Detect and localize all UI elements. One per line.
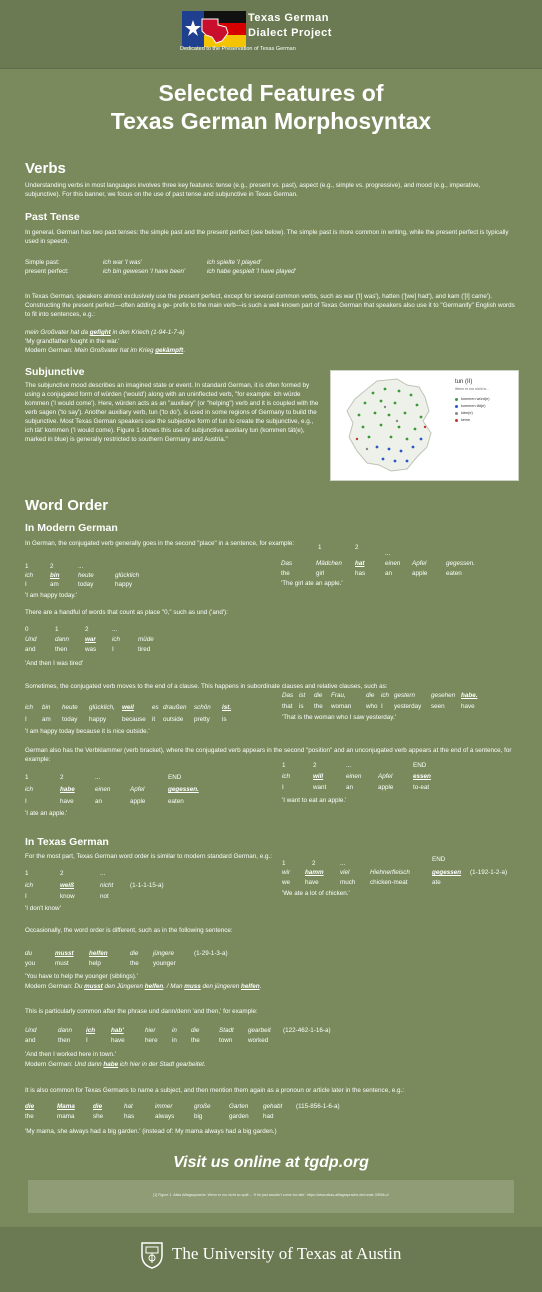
ex-en-word: has [355,570,366,577]
ex-de-word: Und [25,1027,37,1034]
ex-en-word: apple [378,784,394,791]
ex-de-word: heute [78,572,94,579]
ex-en-word: I [112,646,114,653]
ex-en-word: worked [248,1037,269,1044]
ex-de-word: Das [281,560,293,567]
ex-num: ... [346,762,352,769]
word-order-heading: Word Order [25,497,109,514]
legend-dot-icon [455,419,458,422]
header-banner [0,0,542,69]
visit-link[interactable]: Visit us online at tgdp.org [173,1154,369,1171]
ex-de-word: ist [299,692,306,699]
ex-translation: 'My mama, she always had a big garden.' (instead of: My mama always had a big garden.) [25,1128,277,1135]
ex-en-word: pretty [194,716,210,723]
ex-de-word: draußen [163,704,187,711]
ex-de-word: Stadt [219,1027,234,1034]
ex-num: 1 [25,870,29,877]
map-subtitle: Wenn er nur nicht w... [455,387,489,391]
ex-de-word: müde [138,636,154,643]
ex-de-word: gehabt [263,1103,283,1110]
past-example-tg: mein Großvater hat da gefight in den Kriech (1-94-1-7-a) [25,329,185,336]
ex-de-word: ist. [222,704,232,711]
ex-de-word: schön [194,704,211,711]
footer [0,1227,542,1292]
ex-de-word: die [314,692,323,699]
ex-translation: 'We ate a lot of chicken.' [282,890,350,897]
subjunctive-text: The subjunctive mood describes an imagined state or event. In standard German, it is often formed by using a conjugated form of würden ('would') along with an uninflected verb, "for example: ich würde kommen ('I would come'). Here, würden acts as an "auxiliary" (or "helping") verb and it is coupled with the verb sagen ('to say'). Another auxiliary verb, tun ('to do'), is used in some regions of Germany to build the subjunctive. Most Texas German speakers use the subjective form of tun to create the subjunctive, e.g., ich tät' kommen ('I would come). Figure 1 shows this use of subjunctive auxiliary tun (kommen tät(e), marked in blue) is generally restricted to southern Germany and Austria." [25,382,319,443]
ex-num: 1 [282,762,286,769]
ex-de-word: bin [42,704,51,711]
ex-en-word: garden [229,1113,249,1120]
ex-de-word: ich [25,704,34,711]
texas-german-heading: In Texas German [25,836,109,848]
ex-en-word: the [130,960,139,967]
ex-translation: 'That is the woman who I saw yesterday.' [282,714,396,721]
ex-de-word: immer [155,1103,173,1110]
ex-de-word: Mädchen [316,560,342,567]
ex-de-word: essen [413,773,431,780]
ex-num: 2 [85,626,89,633]
past-tense-heading: Past Tense [25,211,80,223]
ex-translation: 'You have to help the younger (siblings).' [25,973,138,980]
ex-de-word: wir [282,869,291,876]
figure-map [330,370,519,481]
ex-de-word: Und [25,636,37,643]
legend-dot-icon [455,405,458,408]
ex-de-word: ich [25,882,34,889]
ex-de-word: ich [112,636,121,643]
ex-en-word: not [100,893,109,900]
ex-en-word: have [461,703,475,710]
ex-en-word: I [381,703,383,710]
ex-en-word: and [25,646,36,653]
ex-en-word: the [25,1113,34,1120]
ex-num: 1 [55,626,59,633]
ex-num: ... [340,860,346,867]
texas-intro: For the most part, Texas German word order is similar to modern standard German, e.g.: [25,853,272,860]
ex-en-word: you [25,960,36,967]
ex-en-word: here [145,1037,158,1044]
ex-en-word: the [281,570,290,577]
ex-en-word: know [60,893,75,900]
ex-en-word: help [89,960,101,967]
ex-en-word: eaten [168,798,184,805]
ex-en-word: then [58,1037,71,1044]
ex-en-word: big [194,1113,203,1120]
ex-de-word: hat [355,560,365,567]
ex-en-word: it [152,716,156,723]
ex-en-word: am [50,581,59,588]
map-title: tun (II) [455,379,473,385]
past-tense-para2: In Texas German, speakers almost exclusively use the present perfect, except for several common verbs, such as war ('I] was'), hatten ('[we] had'), and kam ('[I] came'). Constructing the present perfect—often adding a ge- prefix to the main verb—is such a well-known part of Texas German that speakers also use it to "Germanify" English words to fit into sentences, e.g.: [25,293,515,318]
past-example-mg: Modern German: Mein Großvater hat im Krieg gekämpft. [25,347,185,354]
ex-en-word: today [78,581,94,588]
ex-en-word: is [222,716,227,723]
ex-en-word: chicken-meat [370,879,408,886]
ex-de-word: es [152,704,159,711]
ex-en-word: must [55,960,69,967]
ex-source: (1-192-1-2-a) [470,869,508,876]
ex-en-word: that [282,703,293,710]
ex-en-word: was [85,646,97,653]
ex-num: 2 [50,563,54,570]
ex-de-word: einen [346,773,362,780]
ex-translation: 'I want to eat an apple.' [282,797,347,804]
ex-en-word: apple [130,798,146,805]
past-row2-a: ich bin gewesen 'I have been' [103,268,186,275]
ex-en-word: I [282,784,284,791]
ex-translation: 'I am happy today because it is nice outside.' [25,728,150,735]
ex-num: ... [78,563,84,570]
ex-de-word: Apfel [130,786,145,793]
ex-num: 2 [60,774,64,781]
ex-num: 2 [313,762,317,769]
texas-dann-para: This is particularly common after the phrase und dann/denn 'and then,' for example: [25,1008,258,1015]
ex-de-word: hier [145,1027,156,1034]
ex-modern-german: Modern German: Du musst den Jüngeren helfen. / Man muss den jüngeren helfen. [25,983,262,990]
ex-en-word: has [124,1113,135,1120]
ex-de-word: war [85,636,96,643]
ut-seal-icon [140,1241,164,1269]
ex-de-word: hat [124,1103,133,1110]
texas-subject-para: It is also common for Texas Germans to name a subject, and then mention them again as a pronoun or article later in the sentence, e.g.: [25,1087,404,1094]
ex-num: 2 [312,860,316,867]
ex-translation: 'I ate an apple.' [25,810,68,817]
ex-en-word: younger [153,960,176,967]
ex-en-word: an [346,784,354,791]
ex-translation: 'I am happy today.' [25,592,77,599]
ex-de-word: Garten [229,1103,249,1110]
ex-num: 0 [25,626,29,633]
ex-translation: 'The girl ate an apple.' [281,580,343,587]
past-row1-b: ich spielte 'I played' [207,259,262,266]
ex-en-word: outside [163,716,184,723]
ex-en-word: today [62,716,78,723]
map-legend-item: käm(e) [455,411,473,415]
ex-de-word: habe [60,786,75,793]
ex-en-word: eaten [446,570,462,577]
modern-end-para: Sometimes, the conjugated verb moves to the end of a clause. This happens in subordinate clauses and relative clauses, such as: [25,683,388,690]
page-title-line1: Selected Features of [158,80,384,106]
ex-source: (122-462-1-16-a) [283,1027,331,1034]
ex-num: ... [95,774,101,781]
ex-de-word: die [130,950,139,957]
past-tense-intro: In general, German has two past tenses: the simple past and the present perfect (see below). The simple past is more common in writing, while the present perfect is typically used in speech. [25,229,509,245]
ex-en-word: in [172,1037,177,1044]
ex-num: ... [385,550,391,557]
ex-de-word: glücklich [115,572,140,579]
ex-source: (115-856-1-6-a) [296,1103,340,1110]
ex-de-word: habe. [461,692,478,699]
logo-title-line1: Texas German [248,12,330,24]
ex-en-word: I [86,1037,88,1044]
ex-de-word: heute [62,704,78,711]
ex-en-word: ate [432,879,441,886]
map-legend-item: keine [455,418,470,422]
ex-en-word: I [25,581,27,588]
map-legend-item: kommen würd(e) [455,397,489,401]
ex-en-word: the [191,1037,200,1044]
ex-de-word: in [172,1027,177,1034]
reference-box [28,1180,514,1213]
ex-de-word: einen [385,560,401,567]
ex-en-word: mama [57,1113,75,1120]
ex-en-word: town [219,1037,233,1044]
modern-klammer-para: German also has the Verbklammer (verb bracket), where the conjugated verb appears in the second "position" and an unconjugated verb appears at the end of a sentence, for example: [25,747,512,763]
ex-de-word: will [313,773,324,780]
page-title-line2: Texas German Morphosyntax [110,108,432,134]
ex-en-word: woman [331,703,352,710]
verbs-heading: Verbs [25,160,66,177]
ex-num: 1 [318,544,322,551]
ex-en-word: have [305,879,319,886]
ex-de-word: weiß [60,882,74,889]
ex-en-word: an [95,798,103,805]
ex-en-word: want [313,784,327,791]
ex-num: END [432,856,446,863]
ex-de-word: bin [50,572,60,579]
ex-num: 1 [25,774,29,781]
ex-en-word: had [263,1113,274,1120]
ex-de-word: weil [122,704,134,711]
ex-en-word: yesterday [394,703,422,710]
ex-en-word: is [299,703,304,710]
ex-de-word: Apfel [412,560,427,567]
university-name: The University of Texas at Austin [172,1244,402,1263]
ex-num: 2 [60,870,64,877]
ex-num: END [168,774,182,781]
ex-en-word: and [25,1037,36,1044]
ex-de-word: musst [55,950,74,957]
ex-de-word: Apfel [378,773,393,780]
ex-num: ... [112,626,118,633]
logo-title-line2: Dialect Project [248,27,332,39]
past-row2-label: present perfect: [25,268,69,275]
ex-de-word: gearbeit [248,1027,271,1034]
ex-en-word: tired [138,646,151,653]
ex-de-word: gegessen. [446,560,476,567]
modern-german-heading: In Modern German [25,522,118,534]
past-row1-a: ich war 'I was' [103,259,142,266]
ex-de-word: die [366,692,375,699]
ex-de-word: Mama [57,1103,75,1110]
ex-en-word: apple [412,570,428,577]
ex-de-word: ich [381,692,390,699]
ex-de-word: gegessen. [168,786,199,793]
ex-en-word: am [42,716,51,723]
ex-en-word: who [366,703,378,710]
ex-en-word: happy [89,716,107,723]
ex-de-word: Das [282,692,294,699]
ex-num: 1 [282,860,286,867]
ex-num: 1 [25,563,29,570]
ex-translation: 'I don't know' [25,905,61,912]
ex-en-word: then [55,646,68,653]
ex-en-word: because [122,716,146,723]
ex-en-word: girl [316,570,325,577]
ex-en-word: happy [115,581,133,588]
modern-und-para: There are a handful of words that count as place "0," such as und ('and'): [25,609,228,616]
ex-en-word: much [340,879,356,886]
logo-tagline: Dedicated to the Preservation of Texas German [180,46,296,52]
past-row2-b: ich habe gespielt 'I have played' [207,268,296,275]
legend-dot-icon [455,412,458,415]
ex-de-word: nicht [100,882,114,889]
map-germany [337,377,449,473]
past-example-gloss: 'My grandfather fought in the war.' [25,338,120,345]
ex-en-word: always [155,1113,175,1120]
ex-en-word: I [25,798,27,805]
ex-de-word: die [25,1103,35,1110]
ex-de-word: glücklich, [89,704,115,711]
ex-de-word: hamm [305,869,324,876]
ex-de-word: Hiehnerfleisch [370,869,410,876]
ex-en-word: the [314,703,323,710]
ex-de-word: ich [282,773,291,780]
ex-de-word: gesehen [431,692,456,699]
ex-source: (1-1-1-15-a) [130,882,164,889]
ex-de-word: ich [25,786,34,793]
ex-num: 2 [355,544,359,551]
ex-num: ... [100,870,106,877]
ex-en-word: to-eat [413,784,430,791]
ex-de-word: dann [55,636,70,643]
legend-dot-icon [455,398,458,401]
modern-intro: In German, the conjugated verb generally goes in the second "place" in a sentence, for example: [25,540,295,547]
ex-de-word: gegessen [432,869,462,876]
ex-num: END [413,762,427,769]
ex-en-word: we [282,879,291,886]
ex-de-word: die [93,1103,103,1110]
map-legend-item: kommen tät(e) [455,404,485,408]
ex-de-word: gestern [394,692,416,699]
ex-de-word: große [194,1103,211,1110]
ex-source: (1-29-1-3-a) [194,950,228,957]
ex-en-word: seen [431,703,445,710]
ex-de-word: einen [95,786,111,793]
ex-de-word: du [25,950,33,957]
ex-de-word: die [191,1027,200,1034]
ex-en-word: an [385,570,393,577]
texas-diff-para: Occasionally, the word order is different, such as in the following sentence: [25,927,233,934]
ex-de-word: ich [25,572,34,579]
ex-en-word: I [25,893,27,900]
ex-de-word: Frau, [331,692,346,699]
reference-text: [1] Figure 1. Atlas Alltagssprache. Wenn er nur nicht so spät ... 'If he just wouldn't come too late'. https://www.atlas-alltagssprache.de/runde-3/f09b-c/ [153,1193,389,1197]
ex-de-word: hab' [111,1027,124,1034]
ex-de-word: dann [58,1027,73,1034]
subjunctive-heading: Subjunctive [25,366,85,378]
ex-modern-german: Modern German: Und dann habe ich hier in der Stadt gearbeitet. [25,1061,206,1068]
ex-en-word: have [60,798,74,805]
ex-en-word: she [93,1113,104,1120]
ex-en-word: I [25,716,27,723]
ex-de-word: jüngere [153,950,175,957]
ex-de-word: helfen [89,950,108,957]
verbs-intro: Understanding verbs in most languages involves three key features: tense (e.g., present vs. past), aspect (e.g., simple vs. progressive), and mood (e.g., imperative, subjunctive). For this banner, we focus on the use of past tense and subjunctive in Texas German. [25,182,481,198]
ex-de-word: viel [340,869,350,876]
ex-translation: 'And then I was tired' [25,660,84,667]
ex-de-word: ich [86,1027,96,1034]
tgdp-flag-logo [182,11,246,47]
ex-en-word: have [111,1037,125,1044]
ex-translation: 'And then I worked here in town.' [25,1051,116,1058]
past-row1-label: Simple past: [25,259,60,266]
